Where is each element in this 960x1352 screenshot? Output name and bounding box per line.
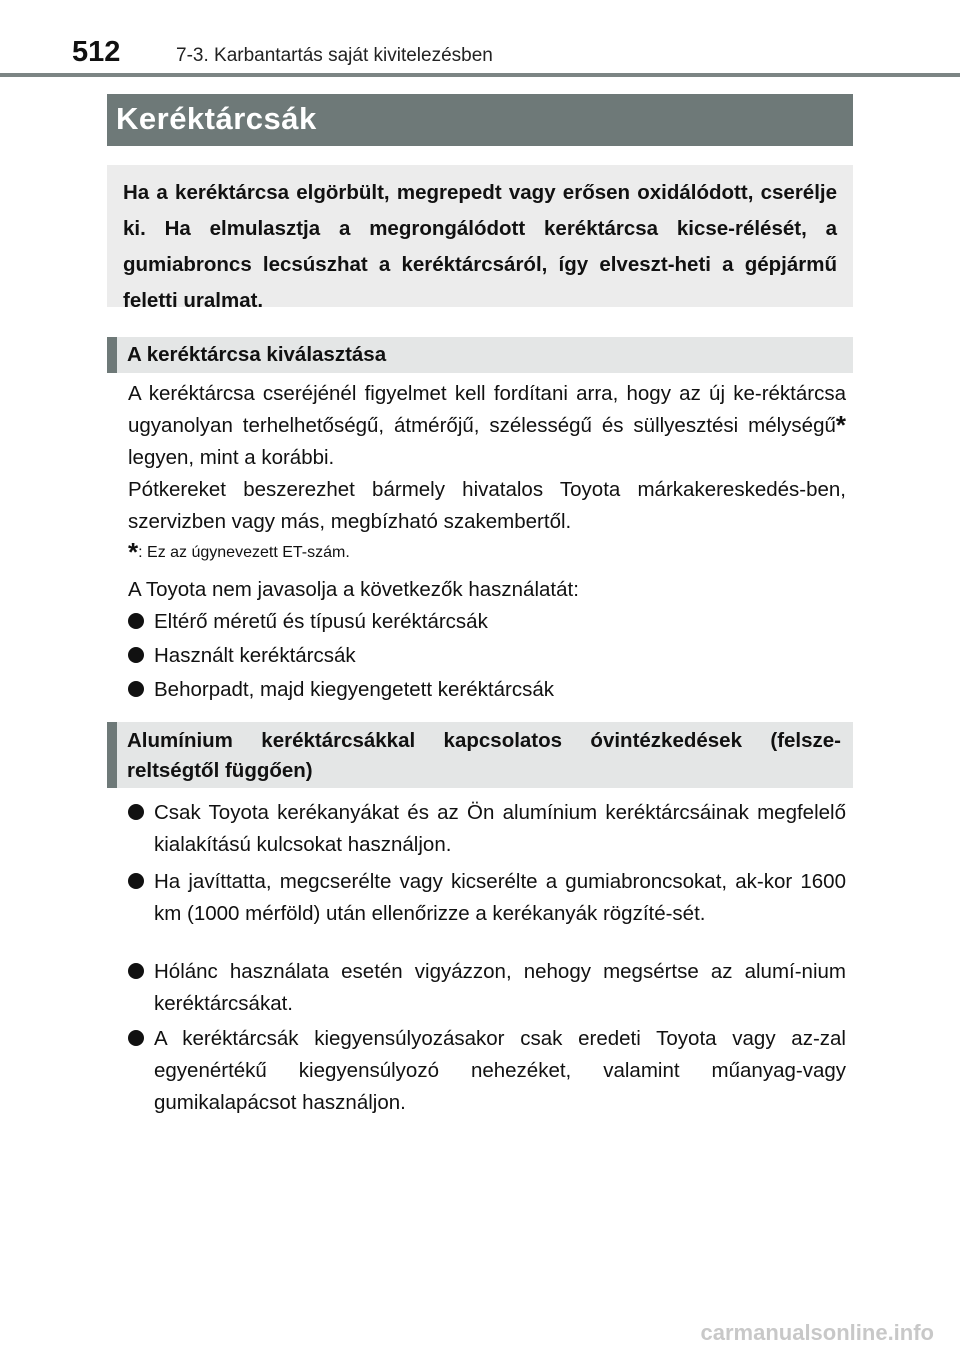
list-item-text: Behorpadt, majd kiegyengetett keréktárcsák xyxy=(154,678,554,701)
not-recommended-intro: A Toyota nem javasolja a következők használatát: xyxy=(128,578,579,601)
list-item xyxy=(128,640,846,672)
section-title: Keréktárcsák xyxy=(107,94,853,146)
warning-box xyxy=(107,165,853,312)
asterisk-mark: * xyxy=(835,410,846,440)
selection-paragraph-2: Pótkereket beszerezhet bármely hivatalos Toyota márkakereskedés-ben, szervizben vagy más, megbízható szakembertől. xyxy=(128,478,846,533)
list-item xyxy=(128,1023,846,1119)
list-item-text: A keréktárcsák kiegyensúlyozásakor csak eredeti Toyota vagy az-zal egyenértékű kiegyensúlyozó nehezéket, valamint műanyag-vagy gumikalapácsot használjon. xyxy=(154,1027,846,1114)
para1-text: A keréktárcsa cseréjénél figyelmet kell fordítani arra, hogy az új ke-réktárcsa ugyanolyan terhelhetőségű, átmérőjű, szélességű és süllyesztési mélységű xyxy=(128,382,846,437)
bullet-dot xyxy=(128,873,144,889)
bullet-dot xyxy=(128,647,144,663)
page-number: 512 xyxy=(72,36,121,68)
selection-paragraph-1 xyxy=(128,378,846,474)
para1-end: legyen, mint a korábbi. xyxy=(128,446,335,469)
footnote-text: : Ez az úgynevezett ET-szám. xyxy=(138,544,350,561)
list-item-text: Eltérő méretű és típusú keréktárcsák xyxy=(154,610,488,633)
warning-text: Ha a keréktárcsa elgörbült, megrepedt vagy erősen oxidálódott, cserélje ki. Ha elmulasztja a megrongálódott keréktárcsa kicse-rélését, a gumiabroncs lecsúszhat a keréktárcsáról, így elveszt-heti a gépjármű feletti uralmat. xyxy=(123,181,837,312)
bullet-dot xyxy=(128,613,144,629)
list-item-text: Csak Toyota kerékanyákat és az Ön alumínium keréktárcsáinak megfelelő kialakítású kulcsokat használjon. xyxy=(154,801,846,856)
bullet-dot xyxy=(128,963,144,979)
list-item xyxy=(128,606,846,638)
bullet-dot xyxy=(128,681,144,697)
header-rule xyxy=(0,73,960,77)
bullet-dot xyxy=(128,804,144,820)
subheading-selection: A keréktárcsa kiválasztása xyxy=(107,337,853,373)
watermark: carmanualsonline.info xyxy=(700,1320,934,1345)
bullet-dot xyxy=(128,1030,144,1046)
running-head: 7-3. Karbantartás saját kivitelezésben xyxy=(176,45,493,66)
footnote xyxy=(128,537,350,568)
list-item xyxy=(128,797,846,861)
list-item xyxy=(128,956,846,1020)
list-item-text: Használt keréktárcsák xyxy=(154,644,356,667)
subheading-aluminum: Alumínium keréktárcsákkal kapcsolatos óvintézkedések (felsze-reltségtől függően) xyxy=(107,722,853,788)
list-item-text: Ha javíttatta, megcserélte vagy kicserélte a gumiabroncsokat, ak-kor 1600 km (1000 mérföld) után ellenőrizze a kerékanyák rögzíté-sét. xyxy=(154,870,846,925)
list-item-text: Hólánc használata esetén vigyázzon, nehogy megsértse az alumí-nium keréktárcsákat. xyxy=(154,960,846,1015)
footnote-asterisk: * xyxy=(128,537,139,567)
list-item xyxy=(128,674,846,706)
list-item xyxy=(128,866,846,930)
